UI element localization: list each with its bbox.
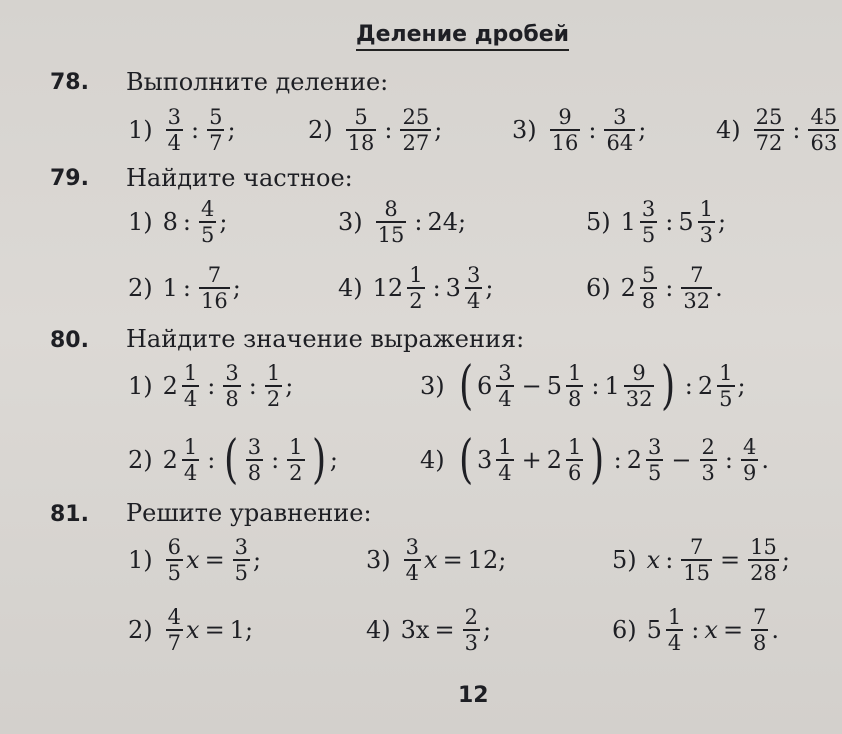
fraction: $\frac{5}{8}$: [641, 262, 656, 313]
fraction: $\frac{1}{4}$: [498, 434, 512, 485]
fraction: $\frac{1}{4}$: [183, 360, 198, 411]
p79-item-6: 6) 2 $\frac{5}{8}$ : $\frac{7}{32}$ .: [586, 262, 723, 313]
fraction: $\frac{1}{2}$: [289, 434, 303, 485]
problem-78-instruction: Выполните деление:: [126, 68, 389, 96]
fraction: $\frac{1}{2}$: [266, 360, 281, 411]
fraction: $\frac{1}{8}$: [567, 360, 582, 411]
fraction: $\frac{7}{15}$: [683, 534, 711, 585]
p79-item-5: 5) 1 $\frac{3}{5}$ : 5 $\frac{1}{3}$ ;: [586, 196, 727, 247]
p81-item-1: 1) $\frac{6}{5}$ x = $\frac{3}{5}$ ;: [128, 534, 262, 585]
problem-80-instruction: Найдите значение выражения:: [126, 325, 525, 353]
fraction: $\frac{3}{8}$: [225, 360, 239, 411]
fraction: $\frac{25}{27}$: [402, 104, 430, 155]
p81-item-6: 6) 5 $\frac{1}{4}$ : x = $\frac{7}{8}$ .: [612, 604, 780, 655]
fraction: $\frac{15}{28}$: [750, 534, 777, 585]
fraction: $\frac{3}{64}$: [606, 104, 634, 155]
fraction: $\frac{3}{4}$: [466, 262, 481, 313]
fraction: $\frac{1}{5}$: [719, 360, 733, 411]
fraction: $\frac{5}{18}$: [347, 104, 375, 155]
fraction: $\frac{1}{6}$: [567, 434, 582, 485]
p79-item-4: 4) 12 $\frac{1}{2}$ : 3 $\frac{3}{4}$ ;: [338, 262, 494, 313]
fraction: $\frac{3}{5}$: [234, 534, 249, 585]
problem-79-instruction: Найдите частное:: [126, 164, 353, 192]
fraction: $\frac{7}{32}$: [683, 262, 711, 313]
p80-item-2: 2) 2 $\frac{1}{4}$ : ( $\frac{3}{8}$ : $\frac{1}{2}$ ) ;: [128, 430, 338, 490]
fraction: $\frac{3}{4}$: [498, 360, 512, 411]
p79-item-3: 3) $\frac{8}{15}$ : 24 ;: [338, 196, 467, 247]
p81-item-2: 2) $\frac{4}{7}$ x = 1 ;: [128, 604, 254, 655]
fraction: $\frac{4}{7}$: [167, 604, 182, 655]
fraction: $\frac{3}{5}$: [641, 196, 656, 247]
p78-item-3: 3) $\frac{9}{16}$ : $\frac{3}{64}$ ;: [512, 104, 647, 155]
fraction: $\frac{3}{8}$: [247, 434, 262, 485]
p81-item-4: 4) 3x = $\frac{2}{3}$ ;: [366, 604, 492, 655]
problem-81-instruction: Решите уравнение:: [126, 499, 372, 527]
fraction: $\frac{1}{2}$: [409, 262, 423, 313]
fraction: $\frac{7}{16}$: [201, 262, 228, 313]
fraction: $\frac{7}{8}$: [753, 604, 767, 655]
problem-79-number: 79.: [50, 166, 89, 191]
p80-item-3: 3) ( 6 $\frac{3}{4}$ − 5 $\frac{1}{8}$ : 1 $\frac{9}{32}$ ) : 2 $\frac{1}{5}$ ;: [420, 356, 746, 416]
section-title: Деление дробей: [356, 22, 569, 51]
problem-80-number: 80.: [50, 328, 89, 353]
p79-item-1: 1) 8 : $\frac{4}{5}$ ;: [128, 196, 228, 247]
fraction: $\frac{45}{63}$: [810, 104, 838, 155]
p81-item-3: 3) $\frac{3}{4}$ x = 12 ;: [366, 534, 507, 585]
fraction: $\frac{1}{4}$: [183, 434, 198, 485]
p80-item-4: 4) ( 3 $\frac{1}{4}$ + 2 $\frac{1}{6}$ ) : 2 $\frac{3}{5}$ − $\frac{2}{3}$ : $\frac{4}{9}$ .: [420, 430, 769, 490]
p78-item-4: 4) $\frac{25}{72}$ : $\frac{45}{63}$: [716, 104, 838, 155]
fraction: $\frac{3}{4}$: [167, 104, 182, 155]
fraction: $\frac{3}{4}$: [405, 534, 420, 585]
problem-78-number: 78.: [50, 70, 89, 95]
fraction: $\frac{2}{3}$: [701, 434, 715, 485]
p81-item-5: 5) x : $\frac{7}{15}$ = $\frac{15}{28}$ ;: [612, 534, 790, 585]
fraction: $\frac{2}{3}$: [464, 604, 478, 655]
page-number: 12: [458, 683, 489, 708]
fraction: $\frac{25}{72}$: [755, 104, 783, 155]
fraction: $\frac{9}{16}$: [551, 104, 579, 155]
p79-item-2: 2) 1 : $\frac{7}{16}$ ;: [128, 262, 241, 313]
problem-81-number: 81.: [50, 502, 89, 527]
fraction: $\frac{4}{5}$: [201, 196, 215, 247]
fraction: $\frac{9}{32}$: [625, 360, 653, 411]
p78-item-2: 2) $\frac{5}{18}$ : $\frac{25}{27}$ ;: [308, 104, 443, 155]
fraction: $\frac{8}{15}$: [377, 196, 405, 247]
fraction: $\frac{5}{7}$: [209, 104, 223, 155]
p78-item-1: 1) $\frac{3}{4}$ : $\frac{5}{7}$ ;: [128, 104, 236, 155]
fraction: $\frac{1}{4}$: [667, 604, 682, 655]
fraction: $\frac{4}{9}$: [742, 434, 757, 485]
fraction: $\frac{3}{5}$: [648, 434, 662, 485]
fraction: $\frac{1}{3}$: [699, 196, 714, 247]
fraction: $\frac{6}{5}$: [167, 534, 182, 585]
p80-item-1: 1) 2 $\frac{1}{4}$ : $\frac{3}{8}$ : $\frac{1}{2}$ ;: [128, 360, 294, 411]
